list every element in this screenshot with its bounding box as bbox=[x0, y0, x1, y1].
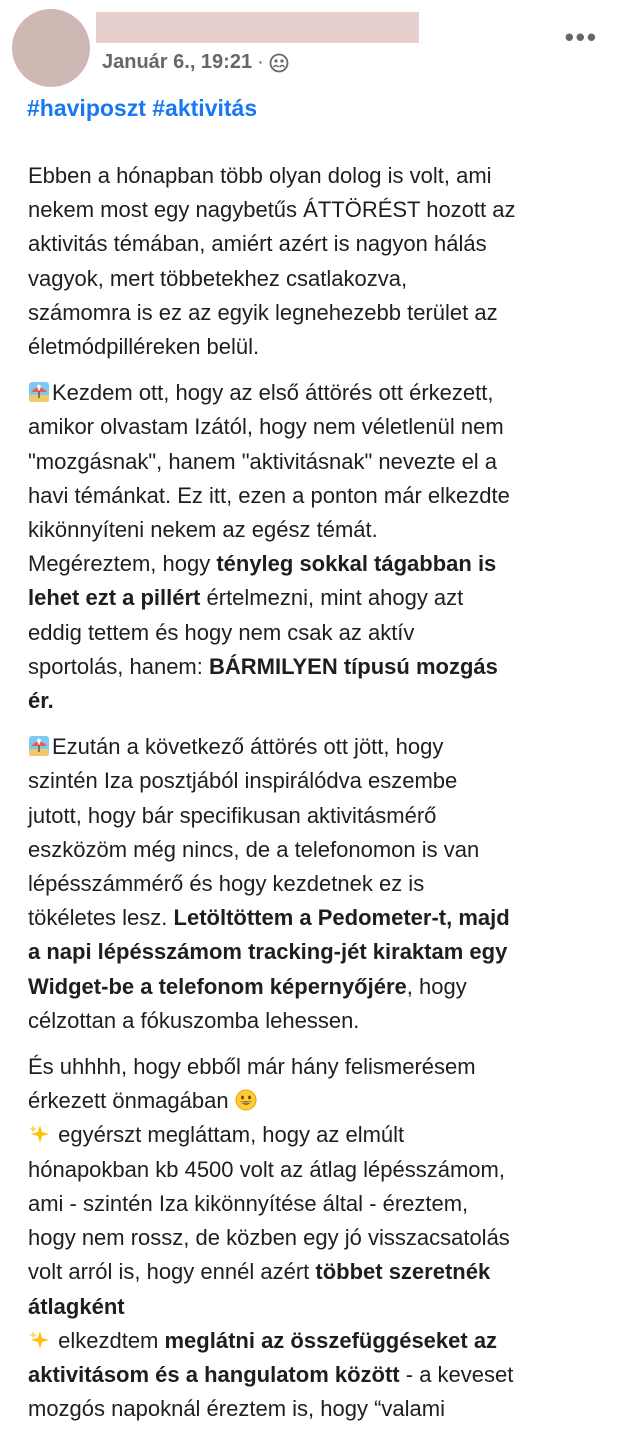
beach-umbrella-icon bbox=[28, 735, 50, 757]
text-segment: tökéletes lesz. bbox=[28, 905, 174, 931]
bold-text: többet szeretnék bbox=[315, 1259, 491, 1285]
text-line: eszközöm még nincs, de a telefonomon is van bbox=[28, 836, 480, 862]
paragraph-3 bbox=[28, 730, 613, 1038]
text-line: eddig tettem és hogy nem csak az aktív bbox=[28, 619, 415, 645]
friends-icon[interactable] bbox=[269, 53, 289, 73]
text-line: aktivitás témában, amiért azért is nagyon hálás bbox=[28, 231, 487, 257]
text-line: életmódpilléreken belül. bbox=[28, 334, 260, 360]
text-segment: - a keveset bbox=[399, 1361, 514, 1387]
text-line: számomra is ez az egyik legnehezebb terület az bbox=[28, 299, 498, 325]
bold-text: ér. bbox=[28, 688, 54, 714]
text-segment: volt arról is, hogy ennél azért bbox=[28, 1259, 316, 1285]
text-segment: elkezdtem bbox=[52, 1327, 165, 1353]
text-line: nekem most egy nagybetűs ÁTTÖRÉST hozott az bbox=[28, 197, 516, 223]
beach-umbrella-icon bbox=[28, 381, 50, 403]
bold-text: lehet ezt a pillért bbox=[28, 585, 201, 611]
sparkles-icon bbox=[28, 1123, 50, 1145]
hashtag-aktivitas[interactable]: #aktivitás bbox=[152, 95, 258, 121]
text-line: vagyok, mert többetekhez csatlakozva, bbox=[28, 265, 408, 291]
text-segment: Megéreztem, hogy bbox=[28, 551, 217, 577]
paragraph-1 bbox=[28, 159, 613, 364]
text-line: Ezután a következő áttörés ott jött, hogy bbox=[52, 734, 444, 760]
paragraph-4 bbox=[28, 1050, 613, 1426]
text-line: szintén Iza posztjából inspirálódva eszembe bbox=[28, 768, 458, 794]
text-line: kikönnyíteni nekem az egész témát. bbox=[28, 517, 378, 543]
text-segment: egyérszt megláttam, hogy az elmúlt bbox=[52, 1122, 405, 1148]
bold-text: aktivitásom és a hangulatom között bbox=[28, 1361, 400, 1387]
post-body bbox=[28, 159, 613, 1438]
grinning-face-icon bbox=[235, 1089, 257, 1111]
bold-text: a napi lépésszámom tracking-jét kiraktam egy bbox=[28, 939, 508, 965]
text-line: célzottan a fókuszomba lehessen. bbox=[28, 1007, 360, 1033]
text-line: hónapokban kb 4500 volt az átlag lépésszámom, bbox=[28, 1156, 505, 1182]
text-line: amikor olvastam Izától, hogy nem véletlenül nem bbox=[28, 414, 504, 440]
text-segment: értelmezni, mint ahogy azt bbox=[200, 585, 464, 611]
text-line: "mozgásnak", hanem "aktivitásnak" nevezte el a bbox=[28, 448, 498, 474]
text-line: havi témánkat. Ez itt, ezen a ponton már elkezdte bbox=[28, 482, 510, 508]
meta-separator: · bbox=[257, 51, 264, 73]
post-meta bbox=[102, 51, 289, 74]
author-name-redacted[interactable] bbox=[96, 12, 419, 43]
bold-text: Widget-be a telefonom képernyőjére bbox=[28, 973, 407, 999]
hashtags bbox=[27, 95, 257, 122]
text-line: Ebben a hónapban több olyan dolog is volt, ami bbox=[28, 163, 492, 188]
text-line: lépésszámmérő és hogy kezdetnek ez is bbox=[28, 871, 425, 897]
text-segment: sportolás, hanem: bbox=[28, 653, 209, 679]
bold-text: átlagként bbox=[28, 1293, 125, 1319]
post-date[interactable]: Január 6., 19:21 bbox=[102, 51, 253, 73]
text-line: Kezdem ott, hogy az első áttörés ott érkezett, bbox=[52, 380, 494, 406]
avatar[interactable] bbox=[12, 9, 90, 87]
bold-text: BÁRMILYEN típusú mozgás bbox=[208, 653, 498, 679]
text-segment: , hogy bbox=[406, 973, 467, 999]
text-line: jutott, hogy bár specifikusan aktivitásmérő bbox=[28, 802, 437, 828]
text-line: mozgós napoknál éreztem is, hogy “valami bbox=[28, 1396, 445, 1422]
sparkles-icon bbox=[28, 1329, 50, 1351]
text-segment: érkezett önmagában bbox=[28, 1088, 229, 1114]
more-options-icon[interactable]: ••• bbox=[564, 22, 598, 52]
text-line: ami - szintén Iza kikönnyítése által - éreztem, bbox=[28, 1190, 469, 1216]
bold-text: meglátni az összefüggéseket az bbox=[164, 1327, 498, 1353]
text-line: hogy nem rossz, de közben egy jó visszacsatolás bbox=[28, 1225, 510, 1251]
paragraph-2 bbox=[28, 376, 613, 718]
hashtag-haviposzt[interactable]: #haviposzt bbox=[27, 95, 146, 121]
text-line: És uhhhh, hogy ebből már hány felismerésem bbox=[28, 1054, 476, 1080]
bold-text: tényleg sokkal tágabban is bbox=[216, 551, 497, 577]
bold-text: Letöltöttem a Pedometer-t, majd bbox=[173, 905, 510, 931]
